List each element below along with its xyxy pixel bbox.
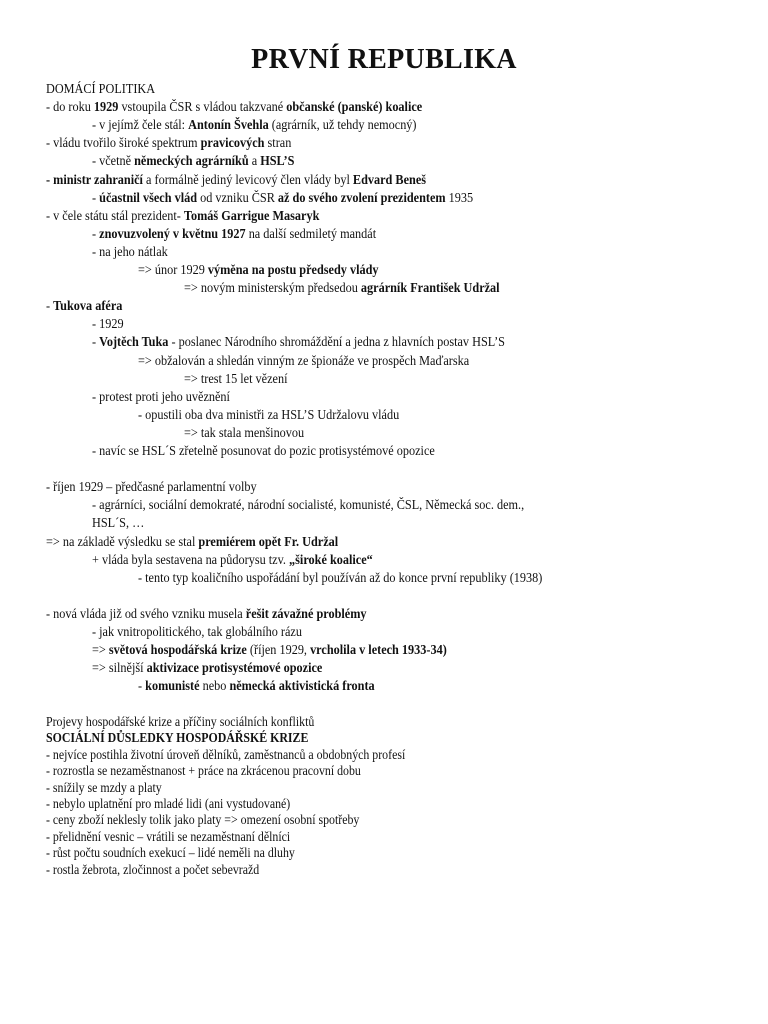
document-line xyxy=(46,297,122,315)
bold-text: řešit závažné problémy xyxy=(245,605,367,621)
document-line xyxy=(92,514,144,532)
text-segment: na další sedmiletý mandát xyxy=(245,225,377,241)
document-line xyxy=(46,779,162,797)
text-segment: a formálně jediný levicový člen vlády byl xyxy=(142,171,353,187)
document-line xyxy=(46,795,290,813)
document-line xyxy=(92,388,230,406)
text-segment: - na jeho nátlak xyxy=(92,243,168,259)
document-line xyxy=(46,478,257,496)
bold-text: - ministr zahraničí xyxy=(46,171,143,187)
document-line xyxy=(46,861,259,879)
document-line xyxy=(46,746,405,764)
text-segment: - poslanec Národního shromáždění a jedna z hlavních postav HSL’S xyxy=(168,334,505,350)
document-line xyxy=(184,424,304,442)
document-line xyxy=(46,533,338,551)
document-line xyxy=(138,261,379,279)
document-line xyxy=(46,762,361,780)
bold-text: vrcholila v letech 1933-34) xyxy=(310,642,447,658)
text-segment: od vzniku ČSR xyxy=(197,189,278,205)
text-segment: - agrárníci, sociální demokraté, národní socialisté, komunisté, ČSL, Německá soc. dem., xyxy=(92,497,525,513)
document-line xyxy=(92,496,524,514)
text-segment: => xyxy=(92,642,109,658)
text-segment: - protest proti jeho uvěznění xyxy=(92,388,230,404)
text-segment: - růst počtu soudních exekucí – lidé neměli na dluhy xyxy=(46,845,295,861)
document-line xyxy=(92,623,302,641)
text-segment: (říjen 1929, xyxy=(246,642,311,658)
text-segment: - 1929 xyxy=(92,316,124,332)
bold-text: „široké koalice“ xyxy=(289,551,373,567)
bold-text: Antonín Švehla xyxy=(188,117,269,133)
document-line xyxy=(92,243,168,261)
document-line xyxy=(184,279,500,297)
bold-text: znovuzvolený v květnu 1927 xyxy=(99,225,246,241)
bold-text: pravicových xyxy=(200,135,265,151)
text-segment: - ceny zboží neklesly tolik jako platy => omezení osobní spotřeby xyxy=(46,812,360,828)
text-segment: - xyxy=(92,334,100,350)
text-segment: - včetně xyxy=(92,153,135,169)
bold-text: 1929 xyxy=(93,99,119,115)
text-segment: a xyxy=(248,153,261,169)
document-line xyxy=(184,370,287,388)
bold-text: SOCIÁLNÍ DŮSLEDKY HOSPODÁŘSKÉ KRIZE xyxy=(46,730,309,746)
document-line xyxy=(92,152,294,170)
bold-text: německá aktivistická fronta xyxy=(229,678,375,694)
text-segment: - říjen 1929 – předčasné parlamentní volby xyxy=(46,479,257,495)
text-segment: - xyxy=(92,189,100,205)
document-line xyxy=(46,828,290,846)
text-segment: => obžalován a shledán vinným ze špionáže ve prospěch Maďarska xyxy=(138,352,470,368)
text-segment: HSL´S, … xyxy=(92,515,145,531)
bold-text: Edvard Beneš xyxy=(352,171,427,187)
text-segment: - nebylo uplatnění pro mladé lidi (ani vystudované) xyxy=(46,796,291,811)
text-segment: - vládu tvořilo široké spektrum xyxy=(46,135,201,151)
document-line xyxy=(46,605,367,623)
document-line xyxy=(138,569,542,587)
document-line xyxy=(92,442,435,460)
text-segment: - opustili oba dva ministři za HSL’S Udržalovu vládu xyxy=(138,406,400,422)
text-segment: - přelidnění vesnic – vrátili se nezaměstnaní dělníci xyxy=(46,828,291,844)
document-line xyxy=(92,551,373,569)
text-segment: DOMÁCÍ POLITIKA xyxy=(46,81,156,96)
bold-text: Tomáš Garrigue Masaryk xyxy=(183,207,320,223)
text-segment: Projevy hospodářské krize a příčiny sociálních konfliktů xyxy=(46,714,315,729)
text-segment: - jak vnitropolitického, tak globálního rázu xyxy=(92,624,302,639)
text-segment: + vláda byla sestavena na půdorysu tzv. xyxy=(92,551,290,567)
document-line xyxy=(92,641,447,659)
bold-text: agrárník František Udržal xyxy=(360,280,500,296)
document-line xyxy=(92,225,376,243)
text-segment: => silnější xyxy=(92,660,147,676)
text-segment: nebo xyxy=(199,678,230,694)
text-segment: => novým ministerským předsedou xyxy=(184,280,361,296)
bold-text: německých agrárníků xyxy=(134,153,249,169)
bold-text: komunisté xyxy=(145,678,200,694)
bold-text: Tukova aféra xyxy=(53,298,123,314)
document-line xyxy=(46,811,359,829)
document-line xyxy=(46,134,291,152)
text-segment: - nová vláda již od svého vzniku musela xyxy=(46,605,246,621)
bold-text: premiérem opět Fr. Udržal xyxy=(198,533,339,549)
section-heading xyxy=(46,729,308,747)
text-segment: - snížily se mzdy a platy xyxy=(46,779,162,795)
text-segment: - nejvíce postihla životní úroveň dělníků, zaměstnanců a obdobných profesí xyxy=(46,746,406,762)
document-line xyxy=(46,98,422,116)
text-segment: - xyxy=(92,225,100,241)
text-segment: - tento typ koaličního uspořádání byl používán až do konce první republiky (1938) xyxy=(138,569,543,585)
document-line xyxy=(46,844,295,862)
document-line xyxy=(138,352,469,370)
document-line xyxy=(92,189,473,207)
document-line xyxy=(92,659,322,677)
text-segment: 1935 xyxy=(445,189,474,205)
text-segment: stran xyxy=(264,135,292,151)
document-line xyxy=(138,406,399,424)
bold-text: světová hospodářská krize xyxy=(108,642,247,658)
document-line xyxy=(92,333,505,351)
text-segment: => na základě výsledku se stal xyxy=(46,533,199,549)
bold-text: občanské (panské) koalice xyxy=(286,99,423,115)
text-segment: - navíc se HSL´S zřetelně posunovat do pozic protisystémové opozice xyxy=(92,443,435,458)
text-segment: => trest 15 let vězení xyxy=(184,370,288,386)
document-line xyxy=(46,80,155,98)
text-segment: => tak stala menšinovou xyxy=(184,424,305,440)
text-segment: - xyxy=(46,298,54,314)
text-segment: - v jejímž čele stál: xyxy=(92,117,189,133)
document-line xyxy=(46,171,426,189)
text-segment: vstoupila ČSR s vládou takzvané xyxy=(118,99,287,115)
bold-text: aktivizace protisystémové opozice xyxy=(146,660,323,676)
bold-text: výměna na postu předsedy vlády xyxy=(207,262,379,277)
text-segment: - v čele státu stál prezident- xyxy=(46,207,184,223)
document-line xyxy=(46,713,314,731)
bold-text: až do svého zvolení prezidentem xyxy=(277,189,446,205)
page-title: PRVNÍ REPUBLIKA xyxy=(251,44,517,75)
bold-text: účastnil všech vlád xyxy=(99,189,198,205)
text-segment: (agrárník, už tehdy nemocný) xyxy=(268,117,417,133)
bold-text: Vojtěch Tuka xyxy=(99,334,169,350)
document-line xyxy=(138,677,375,695)
text-segment: => únor 1929 xyxy=(138,262,208,277)
text-segment: - xyxy=(138,678,146,694)
text-segment: - rostla žebrota, zločinnost a počet sebevražd xyxy=(46,861,260,877)
document-line xyxy=(92,116,417,134)
bold-text: HSL’S xyxy=(260,153,295,169)
text-segment: - do roku xyxy=(46,99,94,115)
document-line xyxy=(46,207,319,225)
document-line xyxy=(92,315,124,333)
text-segment: - rozrostla se nezaměstnanost + práce na zkrácenou pracovní dobu xyxy=(46,763,361,779)
